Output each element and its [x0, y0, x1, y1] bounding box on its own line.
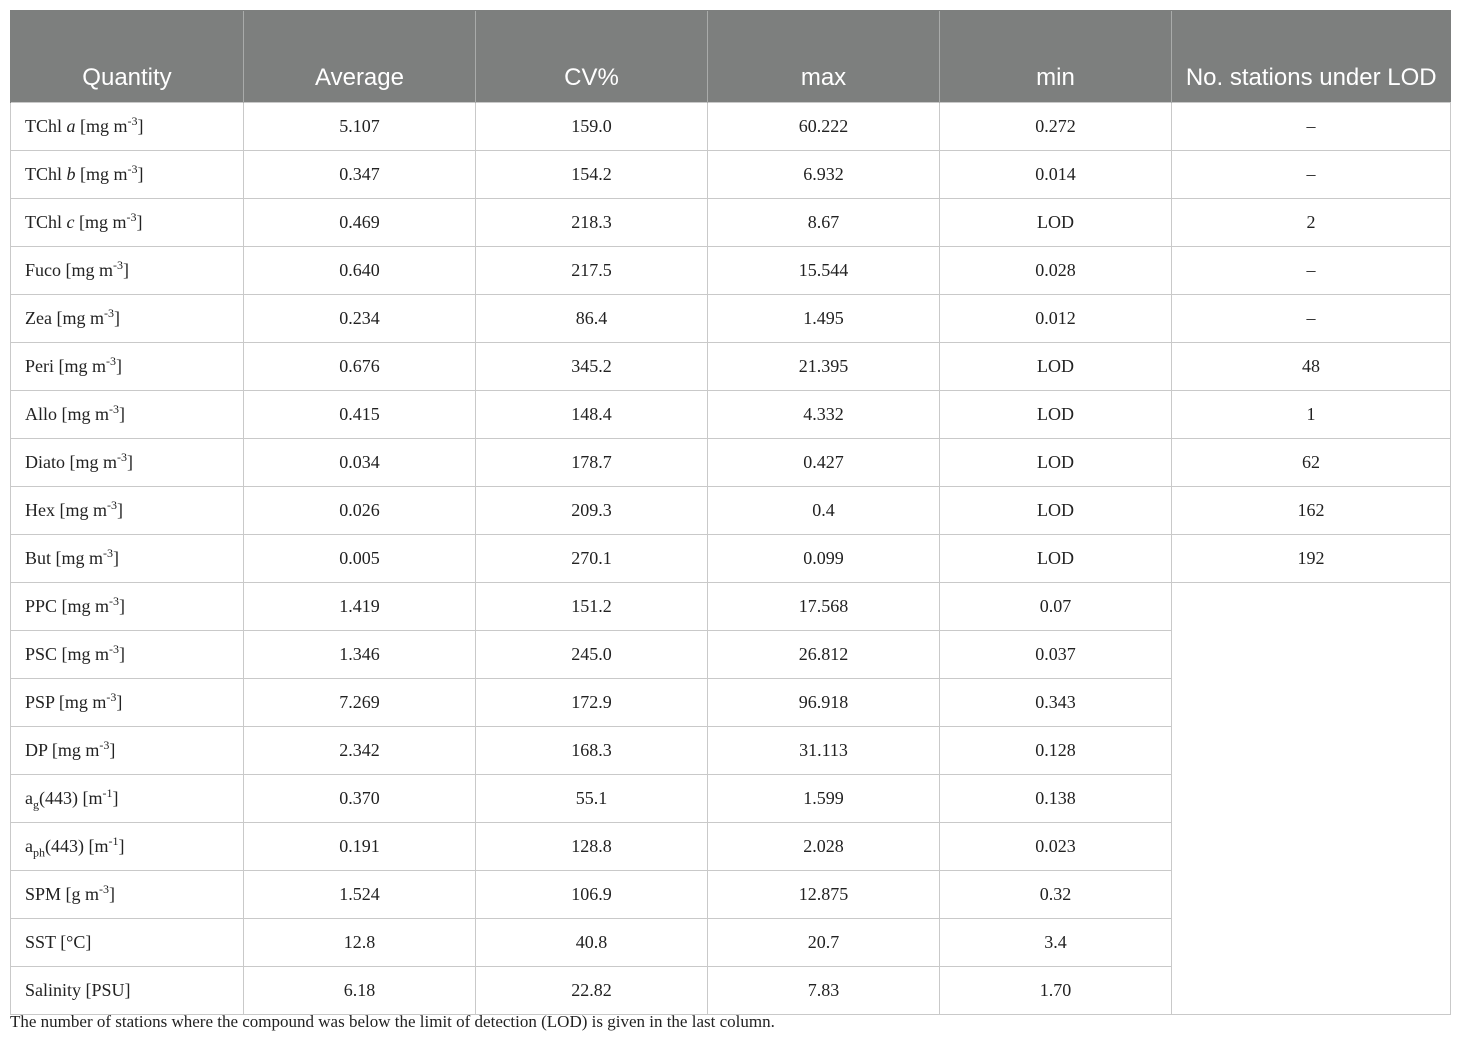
cell-average: 1.346 [244, 631, 476, 679]
cell-cv: 217.5 [476, 247, 708, 295]
cell-min: 0.037 [940, 631, 1172, 679]
quantity-text-part: ] [118, 836, 125, 856]
quantity-text-part: [mg m [74, 212, 127, 232]
cell-max: 8.67 [708, 199, 940, 247]
cell-average: 6.18 [244, 967, 476, 1015]
quantity-text-part: Fuco [mg m [25, 260, 113, 280]
cell-quantity [11, 727, 244, 775]
quantity-text-part: -3 [103, 546, 114, 560]
cell-quantity [11, 343, 244, 391]
cell-stations-under-lod: 1 [1172, 391, 1451, 439]
cell-max: 31.113 [708, 727, 940, 775]
cell-cv: 128.8 [476, 823, 708, 871]
cell-empty-merged [1172, 583, 1451, 1015]
cell-cv: 172.9 [476, 679, 708, 727]
cell-quantity [11, 487, 244, 535]
table-caption: The number of stations where the compound was below the limit of detection (LOD) is given in the last column. [10, 1012, 775, 1031]
quantity-text-part: ph [33, 845, 45, 860]
cell-average: 5.107 [244, 103, 476, 151]
quantity-text-part: b [66, 164, 76, 184]
quantity-text-part: -1 [102, 786, 113, 800]
quantity-text-part: DP [mg m [25, 740, 100, 760]
table-row [11, 151, 1451, 199]
cell-cv: 245.0 [476, 631, 708, 679]
quantity-text-part: -3 [126, 210, 137, 224]
pigment-statistics-table [10, 10, 1451, 1015]
quantity-text-part: TChl [25, 164, 67, 184]
quantity-text-part: ] [112, 788, 119, 808]
cell-quantity [11, 823, 244, 871]
cell-cv: 22.82 [476, 967, 708, 1015]
table-row [11, 247, 1451, 295]
table-body [11, 103, 1451, 1015]
cell-min: LOD [940, 391, 1172, 439]
quantity-text-part: -3 [113, 258, 123, 272]
quantity-text-part: ] [127, 452, 133, 472]
data-table-container [10, 10, 1450, 1015]
cell-stations-under-lod: – [1172, 151, 1451, 199]
cell-max: 26.812 [708, 631, 940, 679]
cell-cv: 151.2 [476, 583, 708, 631]
quantity-text-part: a [25, 788, 33, 808]
cell-quantity [11, 631, 244, 679]
quantity-text-part: -3 [109, 594, 120, 608]
quantity-text-part: ] [136, 212, 143, 232]
quantity-text-part: TChl [25, 116, 67, 136]
quantity-text-part: Peri [mg m [25, 356, 106, 376]
quantity-text-part: -3 [127, 162, 138, 176]
cell-stations-under-lod: – [1172, 103, 1451, 151]
quantity-text-part: But [mg m [25, 548, 104, 568]
quantity-text-part: SST [°C] [25, 932, 92, 952]
cell-cv: 148.4 [476, 391, 708, 439]
cell-max: 20.7 [708, 919, 940, 967]
quantity-text-part: ] [137, 116, 144, 136]
cell-max: 60.222 [708, 103, 940, 151]
cell-cv: 154.2 [476, 151, 708, 199]
quantity-text-part: -3 [106, 690, 117, 704]
quantity-text-part: [mg m [75, 164, 128, 184]
header-cv: CV% [476, 11, 708, 103]
cell-max: 1.495 [708, 295, 940, 343]
quantity-text-part: -3 [106, 498, 117, 512]
quantity-text-part: -3 [99, 738, 110, 752]
cell-min: 3.4 [940, 919, 1172, 967]
cell-min: 0.343 [940, 679, 1172, 727]
table-row [11, 583, 1451, 631]
cell-quantity [11, 679, 244, 727]
cell-max: 0.4 [708, 487, 940, 535]
quantity-text-part: -3 [106, 354, 116, 368]
quantity-text-part: ] [119, 596, 126, 616]
table-row [11, 343, 1451, 391]
quantity-text-part: g [33, 797, 39, 812]
cell-max: 6.932 [708, 151, 940, 199]
cell-quantity [11, 871, 244, 919]
quantity-text-part: ] [123, 260, 129, 280]
cell-average: 1.419 [244, 583, 476, 631]
cell-stations-under-lod: 48 [1172, 343, 1451, 391]
cell-average: 0.234 [244, 295, 476, 343]
cell-min: 0.012 [940, 295, 1172, 343]
cell-average: 0.370 [244, 775, 476, 823]
cell-average: 0.640 [244, 247, 476, 295]
quantity-text-part: SPM [g m [25, 884, 100, 904]
cell-min: LOD [940, 535, 1172, 583]
cell-average: 0.191 [244, 823, 476, 871]
quantity-text-part: ] [119, 644, 126, 664]
quantity-text-part: Salinity [PSU] [25, 980, 131, 1000]
quantity-text-part: c [66, 212, 75, 232]
cell-quantity [11, 391, 244, 439]
table-row [11, 391, 1451, 439]
cell-cv: 40.8 [476, 919, 708, 967]
cell-quantity [11, 583, 244, 631]
cell-min: 0.138 [940, 775, 1172, 823]
cell-max: 15.544 [708, 247, 940, 295]
cell-stations-under-lod: 2 [1172, 199, 1451, 247]
cell-max: 1.599 [708, 775, 940, 823]
quantity-text-part: PPC [mg m [25, 596, 110, 616]
cell-average: 0.415 [244, 391, 476, 439]
header-max: max [708, 11, 940, 103]
cell-average: 0.034 [244, 439, 476, 487]
cell-cv: 55.1 [476, 775, 708, 823]
cell-min: 0.023 [940, 823, 1172, 871]
cell-max: 0.427 [708, 439, 940, 487]
quantity-text-part: -3 [127, 114, 138, 128]
quantity-text-part: a [66, 116, 76, 136]
cell-average: 1.524 [244, 871, 476, 919]
quantity-text-part: ] [109, 884, 116, 904]
cell-max: 4.332 [708, 391, 940, 439]
quantity-text-part: a [25, 836, 33, 856]
quantity-text-part: -1 [108, 834, 119, 848]
quantity-text-part: -3 [109, 642, 120, 656]
cell-stations-under-lod: 162 [1172, 487, 1451, 535]
cell-min: LOD [940, 439, 1172, 487]
cell-quantity [11, 535, 244, 583]
cell-stations-under-lod: 62 [1172, 439, 1451, 487]
cell-cv: 106.9 [476, 871, 708, 919]
cell-average: 0.005 [244, 535, 476, 583]
quantity-text-part: ] [116, 500, 123, 520]
cell-quantity [11, 151, 244, 199]
cell-min: 0.07 [940, 583, 1172, 631]
cell-cv: 218.3 [476, 199, 708, 247]
cell-max: 7.83 [708, 967, 940, 1015]
cell-average: 12.8 [244, 919, 476, 967]
quantity-text-part: Diato [mg m [25, 452, 117, 472]
cell-max: 12.875 [708, 871, 940, 919]
cell-average: 0.469 [244, 199, 476, 247]
quantity-text-part: TChl [25, 212, 67, 232]
cell-quantity [11, 967, 244, 1015]
table-row [11, 199, 1451, 247]
quantity-text-part: ] [109, 740, 116, 760]
quantity-text-part: ] [116, 692, 123, 712]
cell-min: 0.32 [940, 871, 1172, 919]
cell-min: LOD [940, 343, 1172, 391]
cell-cv: 345.2 [476, 343, 708, 391]
cell-cv: 178.7 [476, 439, 708, 487]
cell-quantity [11, 295, 244, 343]
quantity-text-part: ] [113, 548, 120, 568]
cell-quantity [11, 775, 244, 823]
cell-min: 0.128 [940, 727, 1172, 775]
cell-max: 96.918 [708, 679, 940, 727]
quantity-text-part: PSC [mg m [25, 644, 110, 664]
cell-cv: 209.3 [476, 487, 708, 535]
table-row [11, 487, 1451, 535]
cell-max: 17.568 [708, 583, 940, 631]
header-row [11, 11, 1451, 103]
cell-average: 2.342 [244, 727, 476, 775]
quantity-text-part: -3 [103, 306, 114, 320]
cell-average: 0.026 [244, 487, 476, 535]
cell-cv: 86.4 [476, 295, 708, 343]
cell-average: 7.269 [244, 679, 476, 727]
quantity-text-part: [mg m [75, 116, 128, 136]
cell-min: LOD [940, 199, 1172, 247]
cell-cv: 159.0 [476, 103, 708, 151]
cell-stations-under-lod: – [1172, 247, 1451, 295]
cell-quantity [11, 439, 244, 487]
table-row [11, 103, 1451, 151]
quantity-text-part: -3 [99, 882, 110, 896]
quantity-text-part: Hex [mg m [25, 500, 107, 520]
table-row [11, 535, 1451, 583]
quantity-text-part: Zea [mg m [25, 308, 104, 328]
cell-max: 21.395 [708, 343, 940, 391]
cell-max: 2.028 [708, 823, 940, 871]
header-min: min [940, 11, 1172, 103]
header-stations-under-lod: No. stations under LOD [1172, 11, 1451, 103]
quantity-text-part: Allo [mg m [25, 404, 109, 424]
table-row [11, 439, 1451, 487]
quantity-text-part: -3 [109, 402, 119, 416]
quantity-text-part: (443) [m [45, 836, 109, 856]
cell-min: 0.272 [940, 103, 1172, 151]
cell-quantity [11, 247, 244, 295]
cell-quantity [11, 103, 244, 151]
cell-min: 0.014 [940, 151, 1172, 199]
cell-stations-under-lod: 192 [1172, 535, 1451, 583]
cell-cv: 270.1 [476, 535, 708, 583]
table-row [11, 295, 1451, 343]
header-average: Average [244, 11, 476, 103]
cell-min: LOD [940, 487, 1172, 535]
quantity-text-part: ] [113, 308, 120, 328]
quantity-text-part: (443) [m [39, 788, 103, 808]
cell-quantity [11, 919, 244, 967]
cell-max: 0.099 [708, 535, 940, 583]
quantity-text-part: -3 [117, 450, 127, 464]
quantity-text-part: ] [119, 404, 125, 424]
quantity-text-part: ] [137, 164, 144, 184]
cell-average: 0.676 [244, 343, 476, 391]
cell-stations-under-lod: – [1172, 295, 1451, 343]
header-quantity: Quantity [11, 11, 244, 103]
cell-min: 1.70 [940, 967, 1172, 1015]
quantity-text-part: ] [116, 356, 122, 376]
quantity-text-part: PSP [mg m [25, 692, 107, 712]
cell-min: 0.028 [940, 247, 1172, 295]
cell-cv: 168.3 [476, 727, 708, 775]
cell-quantity [11, 199, 244, 247]
cell-average: 0.347 [244, 151, 476, 199]
